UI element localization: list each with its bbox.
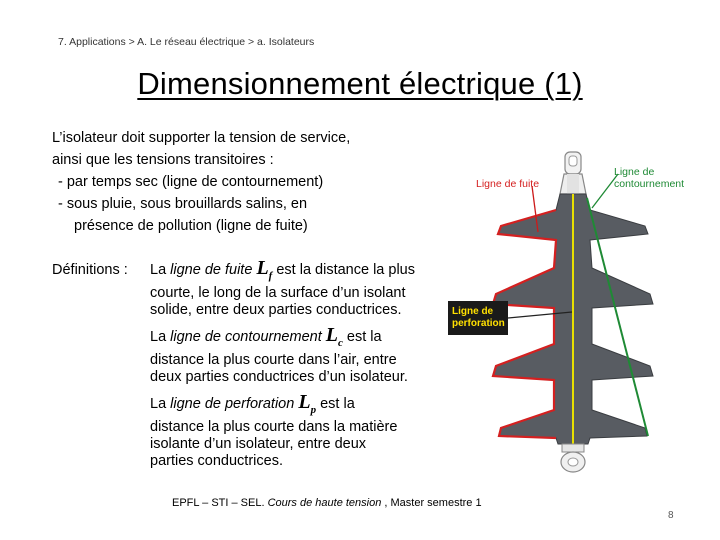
page-title: Dimensionnement électrique (1) <box>137 66 583 101</box>
label-ligne-de-fuite: Ligne de fuite <box>476 178 540 190</box>
symbol-lf: $L_f$ <box>256 257 273 282</box>
definition-perforation: La ligne de perforation $L_p$ est la distance la plus courte dans la matière isolante d’un isolateur, entre deux parties conductrices. <box>150 391 398 469</box>
breadcrumb: 7. Applications > A. Le réseau électrique > a. Isolateurs <box>58 36 315 48</box>
bottom-clevis-icon <box>561 444 585 472</box>
term-perforation: ligne de perforation <box>170 396 295 412</box>
intro-line-2: ainsi que les tensions transitoires : <box>52 152 274 168</box>
page-number: 8 <box>668 510 674 521</box>
symbol-lc: $L_c$ <box>325 324 343 349</box>
footer-course-title: Cours de haute tension <box>267 497 382 509</box>
intro-item-2-cont: présence de pollution (ligne de fuite) <box>74 218 308 234</box>
label-ligne-de-contournement: Ligne de contournement <box>614 166 685 190</box>
symbol-lp: $L_p$ <box>298 391 317 416</box>
definition-contournement: La ligne de contournement $L_c$ est la distance la plus courte dans l’air, entre deux parties conductrices d’un isolateur. <box>150 324 408 385</box>
intro-item-1: - par temps sec (ligne de contournement) <box>58 174 324 190</box>
definitions-label: Définitions : <box>52 262 128 278</box>
top-cap-icon <box>560 152 586 194</box>
page-title-container <box>0 66 720 102</box>
label-ligne-de-perforation: Ligne de perforation <box>452 306 505 329</box>
intro-text <box>52 127 350 237</box>
intro-item-2: - sous pluie, sous brouillards salins, en <box>58 196 308 212</box>
footer: EPFL – STI – SEL. Cours de haute tension , Master semestre 1 <box>172 497 482 509</box>
term-contournement: ligne de contournement <box>170 329 322 345</box>
term-fuite: ligne de fuite <box>170 262 253 278</box>
intro-line-1: L’isolateur doit supporter la tension de service, <box>52 130 351 146</box>
definition-fuite: La ligne de fuite $L_f$ est la distance la plus courte, le long de la surface d’un isolant solide, entre deux parties conductrices. <box>150 257 415 318</box>
